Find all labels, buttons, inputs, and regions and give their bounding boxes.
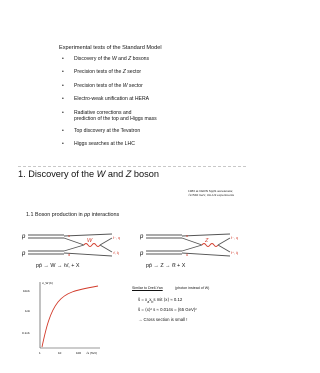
bullet-icon: • bbox=[62, 141, 64, 148]
eq-part: ŝ = ⟨x bbox=[138, 307, 149, 312]
quark-label: d bbox=[68, 252, 71, 257]
bullet-icon: • bbox=[62, 69, 64, 76]
drell-yan-link[interactable]: Similar to Drell-Yan bbox=[132, 286, 163, 290]
bullet-icon: • bbox=[62, 56, 64, 62]
note-line: √s=540 GeV, UA-1/2 experiments bbox=[188, 192, 235, 197]
subheading-text: 1.1 Boson production in bbox=[26, 212, 85, 218]
eq-part: ⟩² s ≈ 0.014s = (65 GeV)² bbox=[148, 307, 197, 312]
x-tick-label: 10 bbox=[58, 351, 62, 355]
w-boson-label: W bbox=[87, 238, 93, 244]
spectator-line bbox=[182, 234, 230, 236]
outgoing-label: ℓ⁺, q̄ bbox=[231, 251, 239, 255]
list-item bbox=[62, 128, 232, 134]
item-text: Electro-weak unification at HERA bbox=[74, 96, 150, 103]
neutrino-line bbox=[100, 245, 112, 252]
list-item bbox=[62, 141, 232, 147]
antiproton-label: p bbox=[140, 251, 144, 257]
item-text: Higgs searches at the LHC bbox=[74, 141, 135, 148]
cross-section-curve bbox=[42, 286, 98, 347]
y-axis-label: σ_W (b) bbox=[42, 281, 53, 285]
heading-z: Z bbox=[125, 169, 132, 179]
history-note bbox=[188, 190, 234, 197]
heading-w: W bbox=[96, 169, 106, 179]
lepton-line bbox=[100, 238, 112, 245]
heading-text: 1. Discovery of the bbox=[18, 169, 97, 179]
spectator-line bbox=[64, 253, 112, 256]
quark-line-bottom bbox=[182, 245, 202, 251]
lepton-line bbox=[218, 245, 230, 252]
x-axis-label: √s (TeV) bbox=[86, 351, 98, 355]
proton-label: p bbox=[140, 234, 144, 240]
outgoing-label: ν̄, q̄ bbox=[113, 251, 119, 255]
outline-title: Experimental tests of the Standard Model bbox=[59, 45, 162, 51]
outline-slide bbox=[0, 0, 264, 165]
subheading-text: interactions bbox=[90, 212, 120, 218]
eq-sub: a bbox=[147, 299, 150, 304]
cross-section-conclusion: → Cross section is small ! bbox=[138, 317, 188, 322]
quark-line-top bbox=[182, 238, 202, 245]
outline-list bbox=[62, 56, 232, 155]
heading-text: boson bbox=[131, 169, 159, 179]
x-tick-label: 1 bbox=[39, 351, 41, 355]
note-line: 1983 at CERN SppS accelerator, bbox=[188, 189, 234, 193]
equation-average bbox=[138, 307, 197, 313]
item-text: bosons bbox=[131, 56, 150, 62]
z-production-diagram bbox=[140, 224, 240, 262]
item-text: Discovery of the bbox=[74, 56, 112, 62]
antiproton-label: p bbox=[22, 251, 26, 257]
item-text: prediction of the top and Higgs mass bbox=[74, 115, 157, 122]
eq-sub: b bbox=[151, 299, 154, 304]
eq-part: x bbox=[149, 297, 152, 302]
y-tick-label: 10nb bbox=[23, 289, 30, 293]
outgoing-label: ℓ⁻, q bbox=[113, 236, 121, 240]
bullet-icon: • bbox=[62, 109, 64, 116]
item-text: Radiative corrections and bbox=[74, 109, 132, 116]
heading-text: and bbox=[105, 169, 126, 179]
slide-divider bbox=[18, 166, 246, 167]
list-item bbox=[62, 56, 232, 62]
outgoing-label: ℓ⁻, q bbox=[231, 236, 239, 240]
z-process-formula: pp̄ → Z → ℓ̄ℓ + X bbox=[146, 263, 186, 269]
subsection-heading bbox=[26, 212, 119, 218]
eq-part: ŝ = x bbox=[138, 297, 148, 302]
proton-label: p bbox=[22, 234, 26, 240]
item-text: Precision tests of the bbox=[74, 82, 123, 89]
w-process-formula: pp̄ → W → ℓν̄, + X bbox=[36, 263, 80, 269]
drell-yan-note: (photon instead of W) bbox=[175, 286, 210, 290]
eq-part: ⟩ ≈ 0.12 bbox=[167, 297, 183, 302]
item-text: sector bbox=[127, 82, 143, 89]
item-text: Top discovery at the Tevatron bbox=[74, 127, 141, 134]
bullet-icon: • bbox=[62, 127, 64, 134]
quark-line-bottom bbox=[64, 245, 84, 251]
list-item bbox=[62, 69, 232, 75]
y-tick-label: 1nb bbox=[25, 309, 31, 313]
quark-label: u bbox=[186, 233, 189, 238]
subheading-em: pp bbox=[84, 212, 91, 218]
y-tick-label: 0.1nb bbox=[22, 331, 30, 335]
item-text-w: W bbox=[122, 82, 128, 89]
item-text-z: Z bbox=[128, 56, 132, 62]
spectator-line bbox=[64, 234, 112, 236]
cross-section-plot bbox=[22, 278, 104, 356]
item-text: Precision tests of the bbox=[74, 69, 123, 76]
x-tick-label: 100 bbox=[76, 351, 82, 355]
lepton-line bbox=[218, 238, 230, 245]
list-item bbox=[62, 110, 232, 122]
quark-label: u bbox=[68, 233, 71, 238]
equation-shat bbox=[138, 297, 182, 304]
eq-part: s mit ⟨x bbox=[153, 297, 168, 302]
item-text-z: Z bbox=[122, 69, 126, 76]
z-boson-label: Z bbox=[205, 238, 209, 244]
item-text: and bbox=[116, 56, 129, 62]
bullet-icon: • bbox=[62, 96, 64, 103]
list-item bbox=[62, 83, 232, 89]
w-production-diagram bbox=[22, 224, 122, 262]
bullet-icon: • bbox=[62, 82, 64, 89]
list-item bbox=[62, 96, 232, 102]
spectator-line bbox=[182, 253, 230, 256]
quark-label: ū bbox=[186, 252, 189, 257]
item-text-w: W bbox=[111, 56, 117, 62]
section-heading bbox=[18, 169, 159, 179]
item-text: sector bbox=[125, 69, 142, 76]
quark-line-top bbox=[64, 238, 84, 245]
